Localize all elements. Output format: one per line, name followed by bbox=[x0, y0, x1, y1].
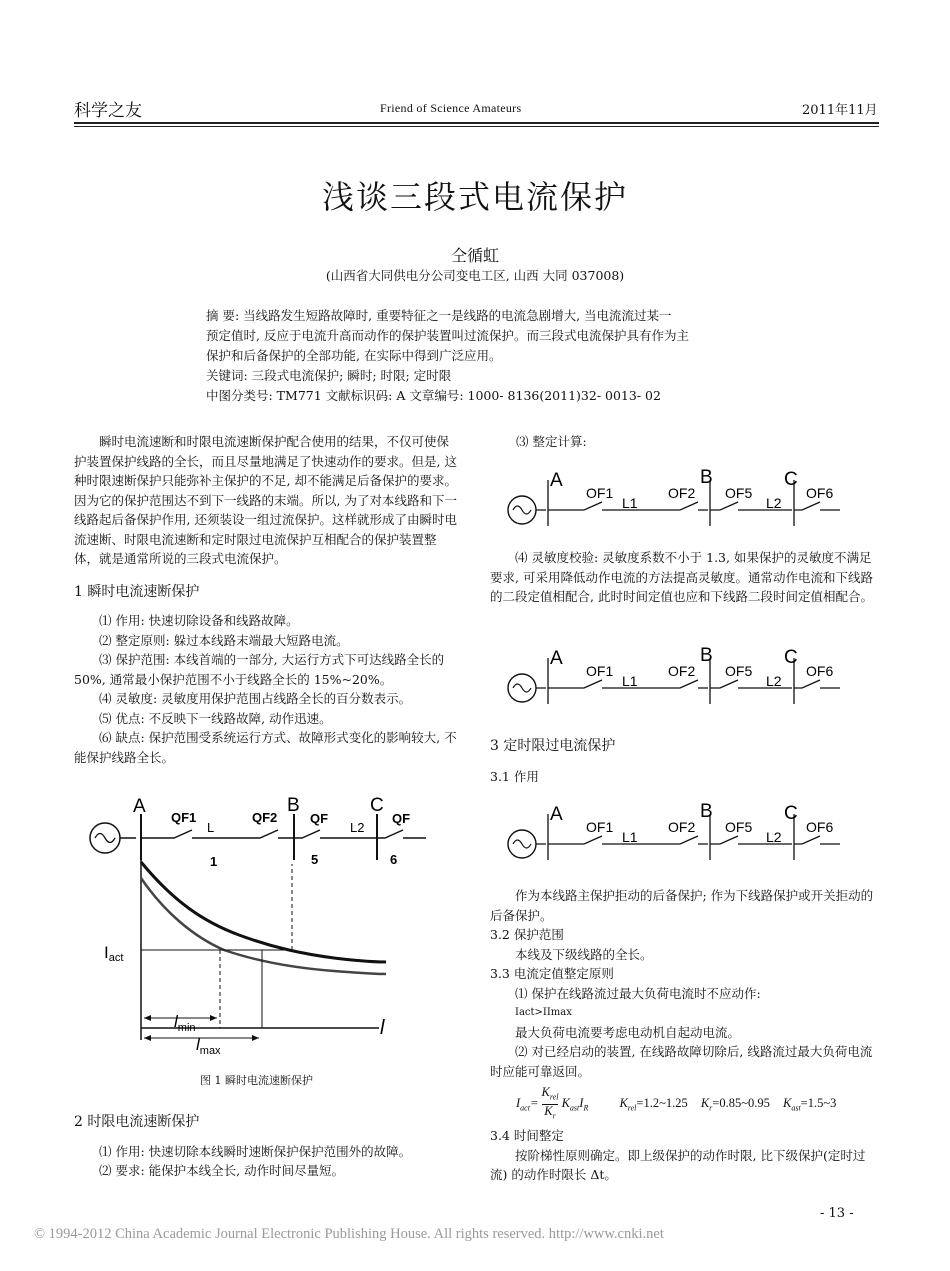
s31-text: 作为本线路主保护拒动的后备保护; 作为下线路保护或开关拒动的后备保护。 bbox=[490, 888, 874, 923]
intro-paragraph: 瞬时电流速断和时限电流速断保护配合使用的结果，不仅可使保护装置保护线路的全长，而且尽量地满足了快速动作的要求。但是, 这种时限速断保护只能弥补主保护的不足, 却不能满足后备保护的要求。因为它的保护范围达不到下一线路的末端。所以, 为了对本线路和下一线路起后备保护作用, 还须装设一组过流保护。这样就形成了由瞬时电流速断、时限电流速断和定时限过电流保护互相配合的保护装置整体，就是通常所说的三段式电流保护。 bbox=[74, 434, 457, 566]
section-2-heading: 2 时限电流速断保护 bbox=[74, 1114, 200, 1130]
of5-label: OF5 bbox=[725, 663, 753, 679]
lmin-label bbox=[174, 1012, 196, 1034]
bus-c-label: C bbox=[784, 803, 798, 824]
den-k: K bbox=[544, 1103, 553, 1118]
of2-label: OF2 bbox=[668, 485, 696, 501]
s34-text: 按阶梯性原则确定。即上级保护的动作时限, 比下级保护(定时过流) 的动作时限长 Δt。 bbox=[490, 1147, 866, 1182]
l-axis-label: l bbox=[380, 1017, 385, 1039]
coef-kast-val: =1.5~3 bbox=[800, 1095, 837, 1110]
of1-label: OF1 bbox=[586, 819, 614, 835]
num-sub: rel bbox=[549, 1092, 559, 1102]
of5-label: OF5 bbox=[725, 485, 753, 501]
header-rule bbox=[74, 122, 879, 124]
coef-kr: K bbox=[700, 1095, 710, 1110]
bus-b-label: B bbox=[700, 645, 713, 666]
issue-date: 2011年11月 bbox=[802, 103, 878, 118]
formula-eq: = bbox=[529, 1095, 539, 1110]
circuit-diagram-2 bbox=[500, 644, 880, 714]
formula-mid-sub: ast bbox=[569, 1103, 580, 1113]
left-column-text bbox=[74, 432, 460, 767]
s32-text: 本线及下级线路的全长。 bbox=[515, 946, 653, 962]
iact-main: I bbox=[104, 943, 109, 962]
circuit-diagram-3 bbox=[500, 800, 880, 870]
sine-icon bbox=[513, 840, 531, 848]
copyright-notice: © 1994-2012 China Academic Journal Electronic Publishing House. All rights reserved. http://www.cnki.net bbox=[34, 1226, 664, 1242]
s33-formula-1: Iact>IImax bbox=[515, 1007, 572, 1018]
abstract bbox=[206, 306, 746, 406]
author: 仝循虹 bbox=[450, 246, 499, 265]
l1-label: L1 bbox=[622, 673, 638, 689]
s1-item-6: ⑹ 缺点: 保护范围受系统运行方式、故障形式变化的影响较大, 不能保护线路全长。 bbox=[74, 730, 457, 765]
l1-label: L1 bbox=[622, 829, 638, 845]
lmin-main: l bbox=[174, 1012, 178, 1031]
abstract-line: 摘 要: 当线路发生短路故障时, 重要特征之一是线路的电流急剧增大, 当电流流过某一 bbox=[206, 308, 672, 323]
bus-a-label: A bbox=[550, 804, 563, 825]
den-sub: r bbox=[552, 1111, 556, 1120]
s33-text: 最大负荷电流要考虑电动机自起动电流。 bbox=[515, 1024, 741, 1040]
bus-c-label: C bbox=[784, 647, 798, 668]
iact-sub: act bbox=[108, 952, 124, 964]
breaker-qf1-label: QF1 bbox=[171, 810, 197, 825]
section-3-head-block bbox=[490, 737, 880, 786]
journal-name-en: Friend of Science Amateurs bbox=[380, 101, 522, 115]
s1-item-2: ⑵ 整定原则: 躲过本线路末端最大短路电流。 bbox=[99, 632, 349, 648]
item-4-block bbox=[490, 548, 880, 607]
breaker-qf-label: QF bbox=[310, 811, 329, 826]
breaker-qf2-label: QF2 bbox=[252, 810, 278, 825]
bus-a-label: A bbox=[133, 796, 146, 817]
sub-3-2-heading: 3.2 保护范围 bbox=[490, 927, 564, 942]
coef-krel: K bbox=[619, 1095, 628, 1110]
s33-item-1: ⑴ 保护在线路流过最大负荷电流时不应动作: bbox=[515, 985, 761, 1001]
item-4-text: ⑷ 灵敏度校验: 灵敏度系数不小于 1.3, 如果保护的灵敏度不满足要求, 可采用降低动作电流的方法提高灵敏度。通常动作电流和下线路的二段定值相配合, 此时时间定值也应和下线路二段时间定值相配合。 bbox=[490, 550, 873, 604]
of1-label: OF1 bbox=[586, 663, 614, 679]
formula-denominator bbox=[542, 1105, 559, 1123]
coef-krel-sub: rel bbox=[627, 1103, 637, 1113]
sine-icon bbox=[513, 506, 531, 514]
sine-icon bbox=[513, 684, 531, 692]
sine-icon bbox=[95, 834, 115, 843]
left-column-bottom bbox=[74, 1113, 460, 1181]
l2-label: L2 bbox=[766, 673, 782, 689]
coef-kr-sub: r bbox=[709, 1103, 713, 1113]
s1-item-5: ⑸ 优点: 不反映下一线路故障, 动作迅速。 bbox=[99, 710, 332, 726]
formula-mid: K bbox=[561, 1095, 570, 1110]
of5-label: OF5 bbox=[725, 819, 753, 835]
s2-item-2: ⑵ 要求: 能保护本线全长, 动作时间尽量短。 bbox=[99, 1163, 345, 1178]
journal-name-cn: 科学之友 bbox=[74, 101, 142, 121]
abstract-line: 保护和后备保护的全部功能, 在实际中得到广泛应用。 bbox=[206, 348, 502, 363]
classification: 中图分类号: TM771 文献标识码: A 文章编号: 1000- 8136(2011)32- 0013- 02 bbox=[206, 388, 661, 403]
max-mode-curve bbox=[141, 862, 386, 962]
bus-c-label: C bbox=[370, 795, 384, 816]
circuit-diagram-1 bbox=[500, 466, 880, 536]
bus-b-label: B bbox=[287, 795, 300, 816]
section-3-body bbox=[490, 886, 880, 1081]
formula-fraction bbox=[542, 1086, 559, 1122]
s33-item-2: ⑵ 对已经启动的装置, 在线路故障切除后, 线路流过最大负荷电流时应能可靠返回。 bbox=[490, 1044, 873, 1079]
sub-3-4-heading: 3.4 时间整定 bbox=[490, 1128, 564, 1143]
formula-numerator bbox=[542, 1086, 559, 1105]
coef-kast-sub: ast bbox=[791, 1103, 801, 1113]
abstract-line: 预定值时, 反应于电流升高而动作的保护装置叫过流保护。而三段式电流保护具有作为主 bbox=[206, 328, 689, 343]
formula-rhs-sub: R bbox=[583, 1103, 589, 1113]
bus-a-label: A bbox=[550, 470, 563, 491]
coef-krel-val: =1.2~1.25 bbox=[636, 1095, 688, 1110]
figure-1-caption: 图 1 瞬时电流速断保护 bbox=[200, 1074, 313, 1087]
setting-formula bbox=[516, 1086, 836, 1122]
line-l2-label: L2 bbox=[350, 820, 365, 835]
item-3-text: ⑶ 整定计算: bbox=[516, 434, 587, 449]
header-rule-thin bbox=[74, 126, 879, 127]
s1-item-4: ⑷ 灵敏度: 灵敏度用保护范围占线路全长的百分数表示。 bbox=[99, 691, 412, 706]
formula-lhs: I bbox=[516, 1095, 521, 1110]
page-number: - 13 - bbox=[820, 1206, 854, 1221]
of6-label: OF6 bbox=[806, 819, 834, 835]
s1-item-3: ⑶ 保护范围: 本线首端的一部分, 大运行方式下可达线路全长的 50%, 通常最小保护范围不小于线路全长的 15%~20%。 bbox=[74, 652, 445, 687]
item-3-setting bbox=[516, 432, 881, 452]
line-l-label: L bbox=[207, 820, 215, 835]
breaker-qf3-label: QF bbox=[392, 811, 411, 826]
coef-kast: K bbox=[782, 1095, 792, 1110]
of2-label: OF2 bbox=[668, 663, 696, 679]
affiliation: (山西省大同供电分公司变电工区, 山西 大同 037008) bbox=[325, 268, 625, 283]
number-5: 5 bbox=[311, 852, 319, 867]
of6-label: OF6 bbox=[806, 663, 834, 679]
sub-3-1-heading: 3.1 作用 bbox=[490, 768, 539, 784]
keywords: 关键词: 三段式电流保护; 瞬时; 时限; 定时限 bbox=[206, 368, 452, 383]
number-1: 1 bbox=[210, 854, 218, 869]
section-3-heading: 3 定时限过电流保护 bbox=[490, 738, 616, 754]
bus-b-label: B bbox=[700, 801, 713, 822]
section-3-4 bbox=[490, 1126, 880, 1185]
of6-label: OF6 bbox=[806, 485, 834, 501]
s2-item-1: ⑴ 作用: 快速切除本线瞬时速断保护保护范围外的故障。 bbox=[99, 1143, 412, 1159]
l2-label: L2 bbox=[766, 829, 782, 845]
of2-label: OF2 bbox=[668, 819, 696, 835]
coef-kr-val: =0.85~0.95 bbox=[712, 1095, 770, 1110]
formula-rhs: I bbox=[579, 1095, 584, 1110]
figure-1-diagram bbox=[74, 792, 474, 1062]
s1-item-1: ⑴ 作用: 快速切除设备和线路故障。 bbox=[99, 613, 299, 628]
article-title: 浅谈三段式电流保护 bbox=[321, 178, 628, 216]
bus-a-label: A bbox=[550, 648, 563, 669]
lmax-sub: max bbox=[199, 1045, 221, 1057]
formula-lhs-sub: act bbox=[520, 1103, 530, 1113]
lmin-sub: min bbox=[177, 1022, 196, 1034]
l1-label: L1 bbox=[622, 495, 638, 511]
bus-b-label: B bbox=[700, 467, 713, 488]
bus-c-label: C bbox=[784, 469, 798, 490]
sub-3-3-heading: 3.3 电流定值整定原则 bbox=[490, 966, 614, 981]
iact-label bbox=[104, 943, 123, 964]
l2-label: L2 bbox=[766, 495, 782, 511]
section-1-heading: 1 瞬时电流速断保护 bbox=[74, 583, 200, 600]
of1-label: OF1 bbox=[586, 485, 614, 501]
number-6: 6 bbox=[390, 852, 398, 867]
num-k: K bbox=[541, 1085, 550, 1099]
lmax-main: l bbox=[196, 1035, 200, 1054]
